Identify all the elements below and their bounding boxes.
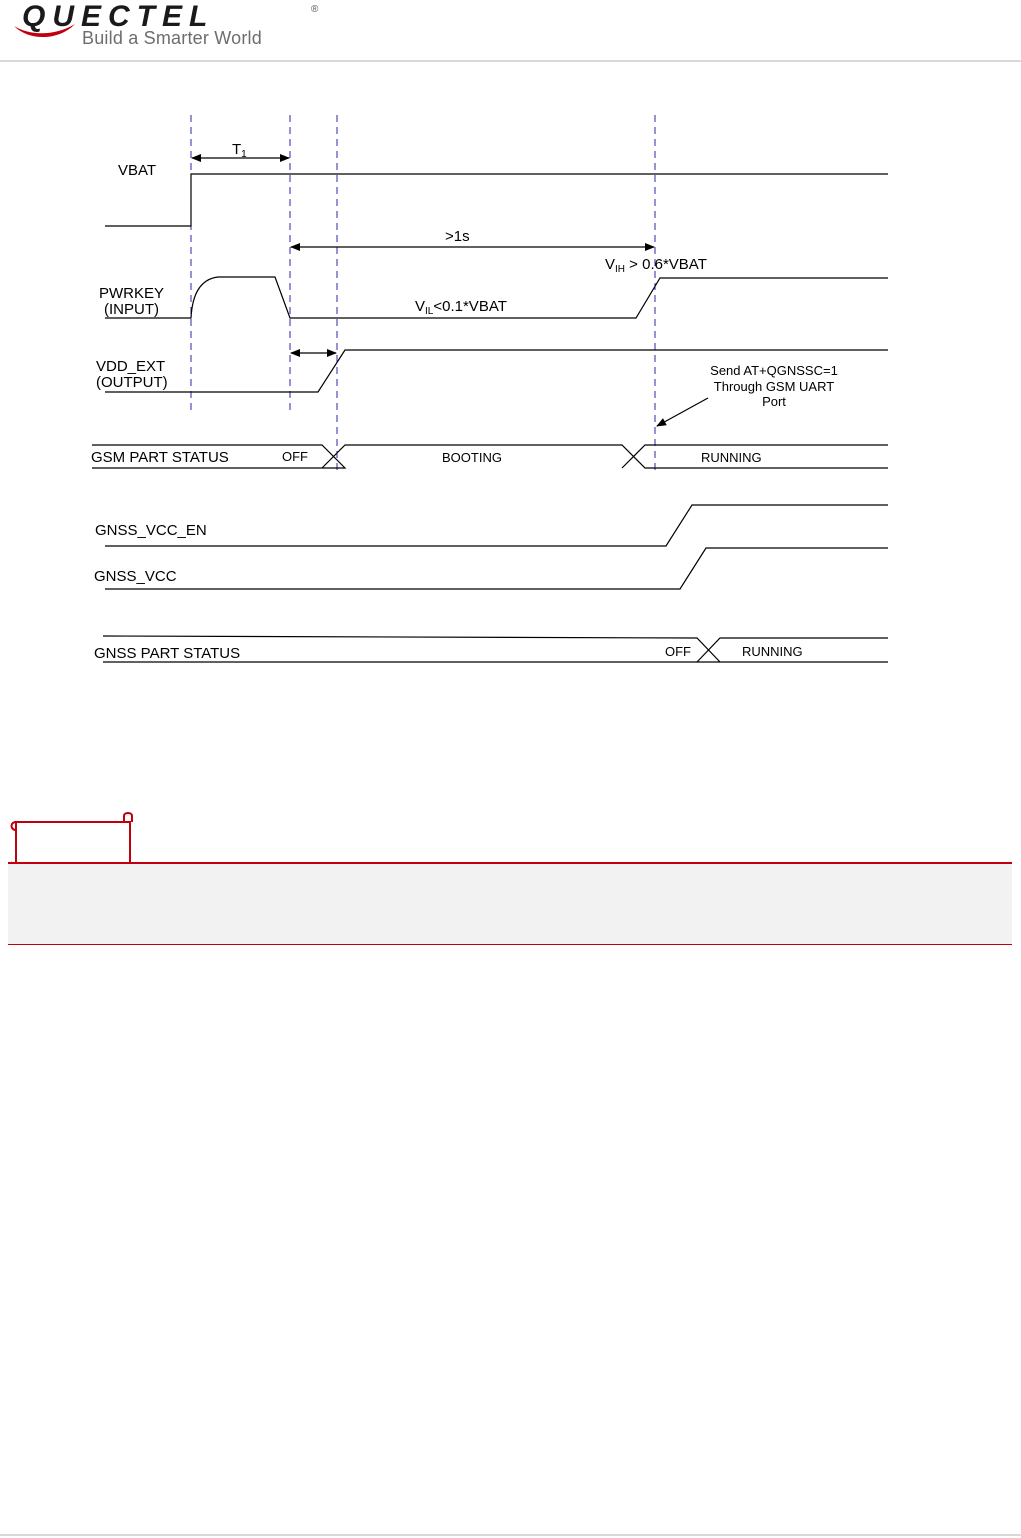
label-vbat: VBAT — [118, 162, 157, 179]
label-gnss-vcc: GNSS_VCC — [94, 568, 177, 585]
label-gsm-status: GSM PART STATUS — [91, 449, 229, 466]
power-on-timing-diagram — [0, 100, 1021, 680]
label-vdd-ext: VDD_EXT — [96, 358, 166, 375]
label-gnss-vcc-en: GNSS_VCC_EN — [95, 522, 207, 539]
note-scroll-icon — [8, 808, 148, 870]
label-pwrkey: PWRKEY — [99, 285, 165, 302]
label-vih: $V_{IH}$ > 0.6*VBAT — [605, 256, 707, 275]
annotation-line-1: Send AT+QGNSSC=1 — [710, 363, 838, 378]
annotation-arrow — [657, 398, 708, 426]
label-t1: $T_1$ — [232, 141, 247, 160]
gnss-state-off: OFF — [665, 644, 691, 659]
label-gnss-status: GNSS PART STATUS — [94, 645, 241, 662]
gsm-state-booting: BOOTING — [442, 450, 502, 465]
page-header — [0, 0, 1021, 62]
vbat-waveform — [105, 174, 888, 226]
annotation-line-3: Port — [762, 394, 786, 409]
registered-mark: ® — [311, 4, 319, 15]
gnss-vcc-waveform — [105, 548, 888, 589]
gsm-state-off: OFF — [282, 449, 308, 464]
gnss-vcc-en-waveform — [105, 505, 888, 546]
label-vil: $V_{IL}<0.1*VBAT$ — [415, 298, 507, 317]
note-box — [8, 808, 1012, 944]
annotation-line-2: Through GSM UART — [713, 379, 835, 394]
gsm-state-running: RUNNING — [701, 450, 762, 465]
label-pwrkey-input: (INPUT) — [104, 301, 159, 318]
note-content-band — [8, 862, 1012, 945]
label-gt1s: >1s — [445, 228, 470, 245]
gnss-state-running: RUNNING — [742, 644, 803, 659]
label-vdd-output: (OUTPUT) — [96, 374, 168, 391]
tagline: Build a Smarter World — [82, 28, 262, 48]
logo-wordmark: QUECTEL — [22, 0, 215, 33]
footer-divider — [0, 1534, 1021, 1536]
header-divider — [0, 60, 1021, 62]
